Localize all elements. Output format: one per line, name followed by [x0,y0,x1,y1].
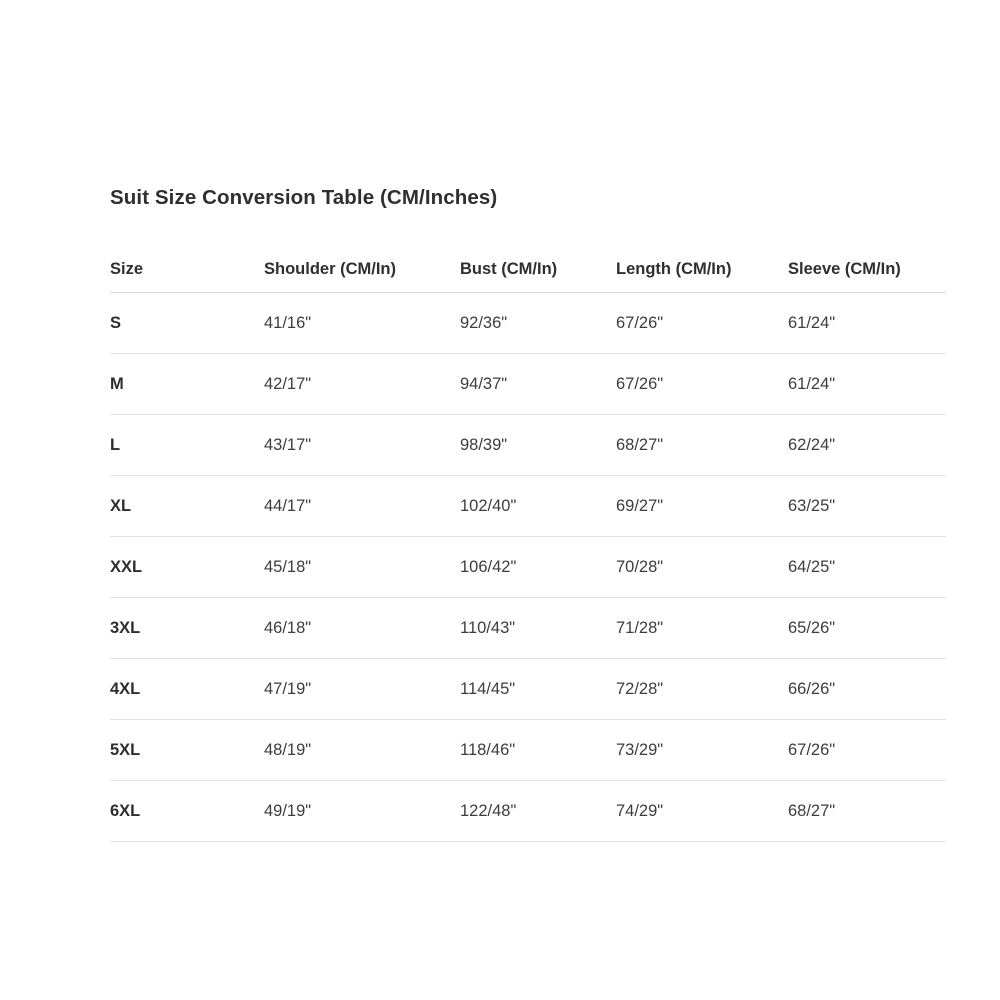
table-body [110,293,946,842]
cell-shoulder: 43/17" [264,415,460,476]
cell-size: S [110,293,264,354]
cell-bust: 122/48" [460,781,616,842]
table-row [110,598,946,659]
cell-shoulder: 49/19" [264,781,460,842]
cell-bust: 118/46" [460,720,616,781]
table-row [110,476,946,537]
table-header-row [110,246,946,293]
cell-size: XL [110,476,264,537]
table-row [110,415,946,476]
column-header-shoulder: Shoulder (CM/In) [264,246,460,293]
cell-sleeve: 62/24" [788,415,946,476]
cell-shoulder: 42/17" [264,354,460,415]
cell-shoulder: 41/16" [264,293,460,354]
table-row [110,537,946,598]
cell-length: 74/29" [616,781,788,842]
table-row [110,293,946,354]
cell-sleeve: 61/24" [788,293,946,354]
cell-shoulder: 48/19" [264,720,460,781]
cell-shoulder: 46/18" [264,598,460,659]
column-header-sleeve: Sleeve (CM/In) [788,246,946,293]
cell-length: 70/28" [616,537,788,598]
table-header [110,246,946,293]
cell-bust: 98/39" [460,415,616,476]
cell-size: XXL [110,537,264,598]
cell-bust: 92/36" [460,293,616,354]
table-row [110,781,946,842]
cell-size: 4XL [110,659,264,720]
cell-sleeve: 65/26" [788,598,946,659]
cell-bust: 114/45" [460,659,616,720]
cell-sleeve: 63/25" [788,476,946,537]
cell-size: M [110,354,264,415]
cell-size: 3XL [110,598,264,659]
table-row [110,659,946,720]
cell-shoulder: 45/18" [264,537,460,598]
cell-size: L [110,415,264,476]
cell-length: 68/27" [616,415,788,476]
cell-size: 5XL [110,720,264,781]
table-row [110,720,946,781]
column-header-bust: Bust (CM/In) [460,246,616,293]
cell-bust: 106/42" [460,537,616,598]
cell-sleeve: 61/24" [788,354,946,415]
cell-sleeve: 66/26" [788,659,946,720]
page-title: Suit Size Conversion Table (CM/Inches) [110,186,498,209]
column-header-length: Length (CM/In) [616,246,788,293]
cell-length: 73/29" [616,720,788,781]
column-header-size: Size [110,246,264,293]
cell-sleeve: 68/27" [788,781,946,842]
cell-sleeve: 64/25" [788,537,946,598]
cell-length: 72/28" [616,659,788,720]
cell-shoulder: 44/17" [264,476,460,537]
cell-length: 69/27" [616,476,788,537]
cell-length: 67/26" [616,354,788,415]
cell-length: 71/28" [616,598,788,659]
cell-size: 6XL [110,781,264,842]
size-table-container [110,246,946,842]
cell-bust: 102/40" [460,476,616,537]
size-conversion-table [110,246,946,842]
table-row [110,354,946,415]
cell-sleeve: 67/26" [788,720,946,781]
cell-bust: 110/43" [460,598,616,659]
cell-bust: 94/37" [460,354,616,415]
cell-shoulder: 47/19" [264,659,460,720]
cell-length: 67/26" [616,293,788,354]
